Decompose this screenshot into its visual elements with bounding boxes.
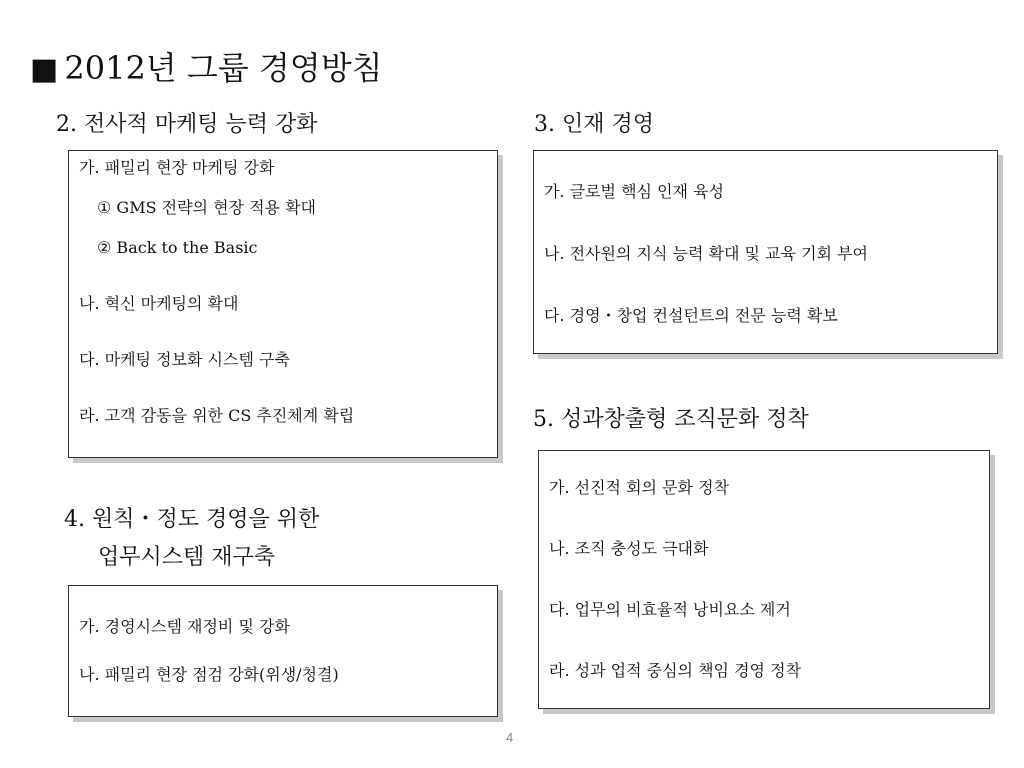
- section-5-item: 나. 조직 충성도 극대화: [549, 539, 709, 558]
- section-3-item: 가. 글로벌 핵심 인재 육성: [544, 182, 724, 201]
- section-4-heading-line2: 업무시스템 재구축: [98, 545, 276, 570]
- section-2-item: 다. 마케팅 정보화 시스템 구축: [79, 350, 290, 369]
- page-title-text: 2012년 그룹 경영방침: [64, 49, 383, 87]
- section-2-subitem: ② Back to the Basic: [97, 238, 258, 257]
- section-4-item: 가. 경영시스템 재정비 및 강화: [79, 617, 290, 636]
- section-5-heading: 5. 성과창출형 조직문화 정착: [533, 407, 809, 432]
- section-5-item: 다. 업무의 비효율적 낭비요소 제거: [549, 600, 791, 619]
- section-3-item: 나. 전사원의 지식 능력 확대 및 교육 기회 부여: [544, 244, 868, 263]
- section-4-item: 나. 패밀리 현장 점검 강화(위생/청결): [79, 665, 339, 684]
- section-3-item: 다. 경영・창업 컨설턴트의 전문 능력 확보: [544, 306, 838, 325]
- section-2-item: 나. 혁신 마케팅의 확대: [79, 294, 239, 313]
- section-2-box: [68, 150, 498, 458]
- section-2-heading: 2. 전사적 마케팅 능력 강화: [56, 112, 318, 137]
- section-2-subitem: ① GMS 전략의 현장 적용 확대: [97, 198, 317, 217]
- section-5-item: 라. 성과 업적 중심의 책임 경영 정착: [549, 661, 801, 680]
- page-number: 4: [506, 730, 514, 745]
- section-3-heading: 3. 인재 경영: [534, 112, 654, 137]
- section-5-item: 가. 선진적 회의 문화 정착: [549, 478, 729, 497]
- section-4-box: [68, 585, 498, 717]
- section-2-item: 라. 고객 감동을 위한 CS 추진체계 확립: [79, 406, 355, 425]
- section-5-box: [538, 450, 990, 709]
- section-2-item: 가. 패밀리 현장 마케팅 강화: [79, 158, 275, 177]
- square-bullet-icon: ■: [30, 52, 59, 87]
- section-3-box: [533, 150, 998, 354]
- page-title: [30, 48, 383, 90]
- section-4-heading-line1: 4. 원칙・정도 경영을 위한: [64, 507, 320, 532]
